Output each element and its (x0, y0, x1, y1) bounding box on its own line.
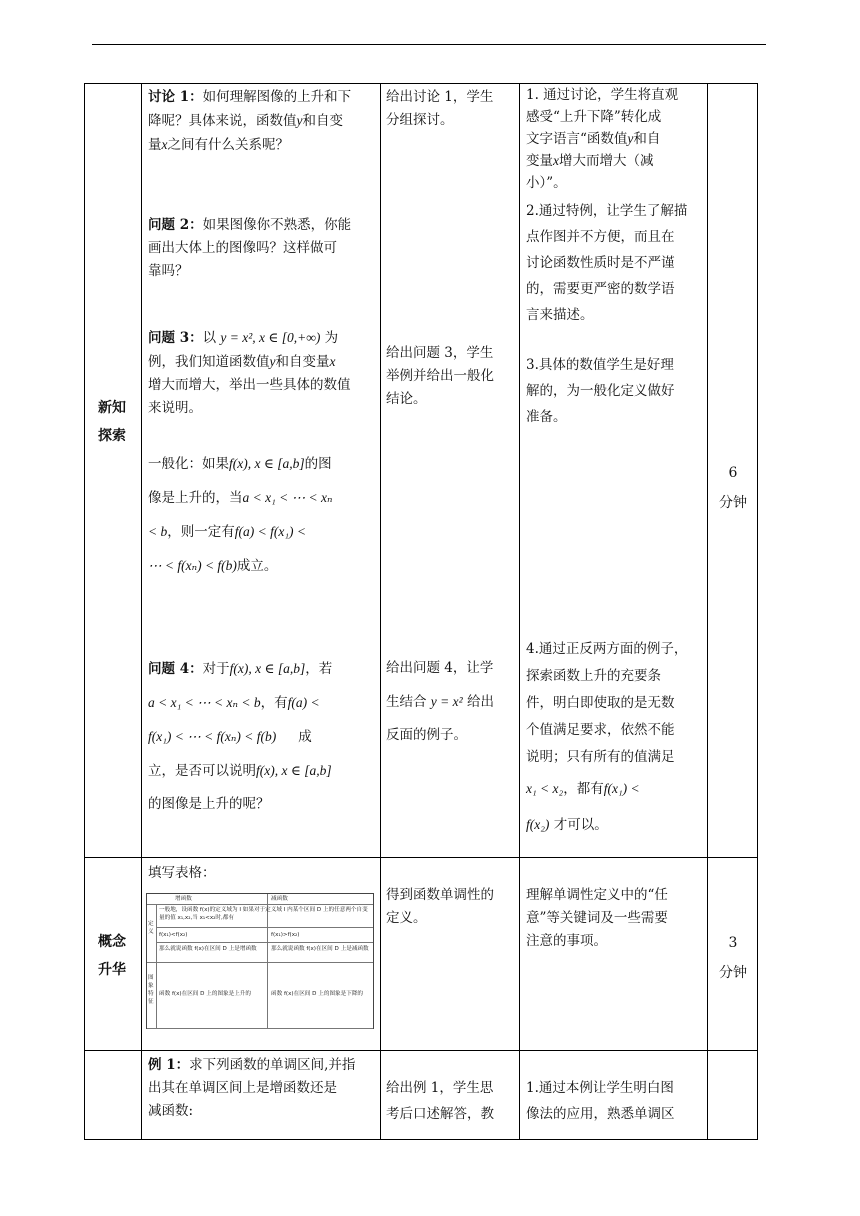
intent-point-4: 4.通过正反两方面的例子， 探索函数上升的充要条 件，明白即使取的是无数 个值满足要求，依然不能 说明；只有所有的值满足 x₁ < x₂，都有f(x₁) < f(x₂) 才可以。 (526, 641, 688, 833)
question-2: 问题 2：如果图像你不熟悉，你能 画出大体上的图像吗？这样做可 靠吗？ (148, 217, 352, 279)
mini-dec-cond: f(x₁)>f(x₂) (271, 932, 300, 938)
header-rule (92, 44, 766, 45)
cell-stage-xinzhi (84, 83, 142, 858)
mini-img-label: 图象特征 (148, 975, 154, 1005)
intent-example: 1.通过本例让学生明白图 像法的应用，熟悉单调区 (526, 1080, 675, 1122)
intent-point-1: 1. 通过讨论，学生将直观 感受“上升下降”转化成 文字语言“函数值y和自 变量x增大而增大（减 小）”。 (526, 87, 679, 191)
mini-header-dec: 减函数 (271, 896, 288, 902)
cell-stage-li (84, 1050, 142, 1140)
generalization: 一般化：如果f(x), x ∈ [a,b]的图 像是上升的，当a < x₁ < ⋯ < xₙ < b，则一定有f(a) < f(x₁) < ⋯ < f(xₙ) < f(b)成立。 (148, 456, 333, 574)
monotonicity-table-image (146, 893, 374, 1029)
discussion-1: 讨论 1：如何理解图像的上升和下 降呢？具体来说，函数值y和自变 量x之间有什么关系呢？ (148, 89, 352, 153)
question-4: 问题 4：对于f(x), x ∈ [a,b]，若 a < x₁ < ⋯ < xₙ < b，有f(a) < f(x₁) < ⋯ < f(xₙ) < f(b) 成 立，是否可以说明f(x), x ∈ [a,b] 的图像是上升的呢？ (148, 661, 333, 812)
teacher-activity-4: 给出问题 4，让学 生结合 y = x² 给出 反面的例子。 (386, 660, 494, 743)
mini-dec-text: 那么就说函数 f(x)在区间 D 上是减函数 (271, 946, 369, 952)
mini-header-inc: 增函数 (175, 896, 192, 902)
fill-table-prompt: 填写表格： (148, 865, 216, 881)
mini-dec-img: 函数 f(x)在区间 D 上的图象是下降的 (271, 991, 364, 997)
example-1: 例 1：求下列函数的单调区间,并指 出其在单调区间上是增函数还是 减函数: (148, 1057, 356, 1119)
teacher-activity-concept: 得到函数单调性的 定义。 (386, 887, 494, 926)
mini-inc-cond: f(x₁)<f(x₂) (159, 932, 188, 938)
intent-concept: 理解单调性定义中的“任 意”等关键词及一些需要 注意的事项。 (526, 887, 668, 949)
time-label-xinzhi: 6 分钟 (719, 465, 747, 511)
teacher-activity-1: 给出讨论 1，学生 分组探讨。 (386, 89, 494, 128)
mini-def-common: 一般地，设函数 f(x)的定义域为 I 如果对于定义域 I 内某个区间 D 上的任意两个自变量的值 x₁,x₂,当 x₁<x₂时,都有 (159, 907, 368, 921)
teacher-activity-example: 给出例 1，学生思 考后口述解答，教 (386, 1080, 494, 1122)
mini-inc-text: 那么就说函数 f(x)在区间 D 上是增函数 (159, 946, 257, 952)
question-3: 问题 3：以 y = x², x ∈ [0,+∞) 为 例，我们知道函数值y和自变量x 增大而增大，举出一些具体的数值 来说明。 (148, 330, 351, 416)
teacher-activity-3: 给出问题 3，学生 举例并给出一般化 结论。 (386, 345, 494, 407)
time-label-gainian: 3 分钟 (719, 935, 747, 981)
stage-label-xinzhi: 新知 探索 (98, 400, 126, 444)
intent-point-2: 2.通过特例，让学生了解描 点作图并不方便，而且在 讨论函数性质时是不严谨 的，需要更严密的数学语 言来描述。 (526, 203, 688, 323)
intent-point-3: 3.具体的数值学生是好理 解的，为一般化定义做好 准备。 (526, 357, 675, 425)
mini-inc-img: 函数 f(x)在区间 D 上的图象是上升的 (159, 991, 252, 997)
mini-def-label: 定义 (148, 921, 154, 935)
stage-label-gainian: 概念 升华 (98, 934, 126, 978)
cell-time-li (707, 1050, 758, 1140)
